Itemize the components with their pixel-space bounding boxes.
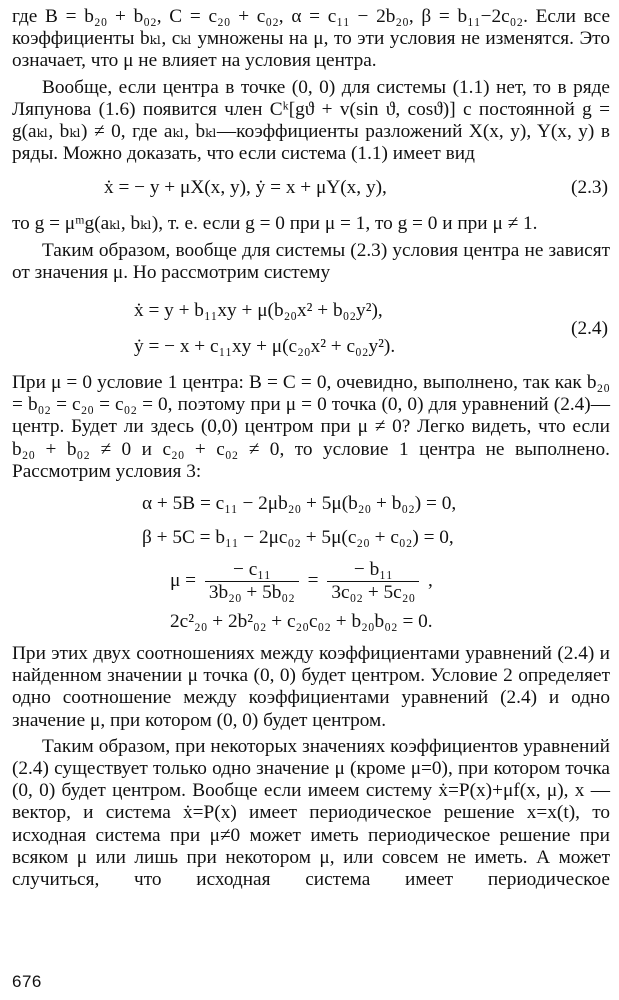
paragraph-2: Вообще, если центра в точке (0, 0) для системы (1.1) нет, то в ряде Ляпунова (1.6) появится член Cᵏ[gϑ + v(sin ϑ, cosϑ)] с постоянной g = g(aₖₗ, bₖₗ) ≠ 0, где aₖₗ, bₖₗ—коэффициенты разложений X(x, y), Y(x, y) в ряды. Можно доказать, что если система (1.1) имеет вид: [12, 76, 610, 165]
equation-2-4-line-2: ẏ = − x + c₁₁xy + μ(c₂₀x² + c₀₂y²).: [134, 336, 396, 358]
page-number: 676: [12, 972, 42, 991]
fraction-2-numerator: − b₁₁: [327, 559, 419, 582]
paragraph-7: Таким образом, при некоторых значениях коэффициентов уравнений (2.4) существует только одно значение μ (кроме μ=0), при котором точка (0, 0) будет центром. Вообще если имеем систему ẋ=P(x)+μf(x, μ), x — вектор, и система ẋ=P(x) имеет периодическое решение x=x(t), то исходная система при μ≠0 может иметь периодическое решение при всяком μ или лишь при некотором μ, или совсем не иметь. А может случиться, что исходная система имеет периодическое: [12, 735, 610, 891]
equation-2-4-line-1: ẋ = y + b₁₁xy + μ(b₂₀x² + b₀₂y²),: [134, 300, 383, 322]
equation-number: (2.4): [571, 318, 608, 340]
paragraph-1: где B = b₂₀ + b₀₂, C = c₂₀ + c₀₂, α = c₁₁ − 2b₂₀, β = b₁₁−2c₀₂. Если все коэффициенты bₖₗ, cₖₗ умножены на μ, то эти условия не изменятся. Это означает, что μ не влияет на условия центра.: [12, 6, 610, 72]
condition-line-2: β + 5C = b₁₁ − 2μc₀₂ + 5μ(c₂₀ + c₀₂) = 0,: [142, 527, 454, 549]
equation-number: (2.3): [571, 177, 608, 199]
paragraph-3: то g = μᵐg(aₖₗ, bₖₗ), т. е. если g = 0 при μ = 1, то g = 0 и при μ ≠ 1.: [12, 213, 538, 235]
conditions-3: [12, 483, 610, 639]
mu-lhs: μ =: [170, 569, 197, 591]
condition-line-1: α + 5B = c₁₁ − 2μb₂₀ + 5μ(b₂₀ + b₀₂) = 0,: [142, 493, 457, 515]
condition-line-4: 2c²₂₀ + 2b²₀₂ + c₂₀c₀₂ + b₂₀b₀₂ = 0.: [170, 611, 433, 633]
paragraph-6: При этих двух соотношениях между коэффициентами уравнений (2.4) и найденном значении μ точка (0, 0) будет центром. Условие 2 определяет одно соотношение между коэффициентами уравнений (2.4) и одно значение μ, при котором (0, 0) будет центром.: [12, 643, 610, 731]
equation-2-3-body: ẋ = − y + μX(x, y), ẏ = x + μY(x, y),: [104, 177, 387, 199]
fraction-1: [205, 559, 299, 604]
paragraph-5: При μ = 0 условие 1 центра: B = C = 0, очевидно, выполнено, так как b₂₀ = b₀₂ = c₂₀ = c₀₂ = 0, поэтому при μ = 0 точка (0, 0) для уравнений (2.4)—центр. Будет ли здесь (0,0) центром при μ ≠ 0? Легко видеть, что если b₂₀ + b₀₂ ≠ 0 и c₂₀ + c₀₂ ≠ 0, то условие 1 центра не выполнено. Рассмотрим условия 3:: [12, 372, 610, 482]
fraction-2: [327, 559, 419, 604]
equals-sign: =: [307, 569, 319, 591]
equation-2-4: [12, 284, 610, 372]
paragraph-4: Таким образом, вообще для системы (2.3) условия центра не зависят от значения μ. Но рассмотрим систему: [12, 239, 610, 283]
page-text: [12, 6, 610, 891]
fraction-1-numerator: − c₁₁: [205, 559, 299, 582]
equation-2-3: [12, 165, 610, 213]
fraction-1-denominator: 3b₂₀ + 5b₀₂: [208, 582, 295, 604]
condition-line-3: [170, 559, 433, 604]
comma: ,: [428, 569, 433, 591]
fraction-2-denominator: 3c₀₂ + 5c₂₀: [331, 582, 416, 604]
